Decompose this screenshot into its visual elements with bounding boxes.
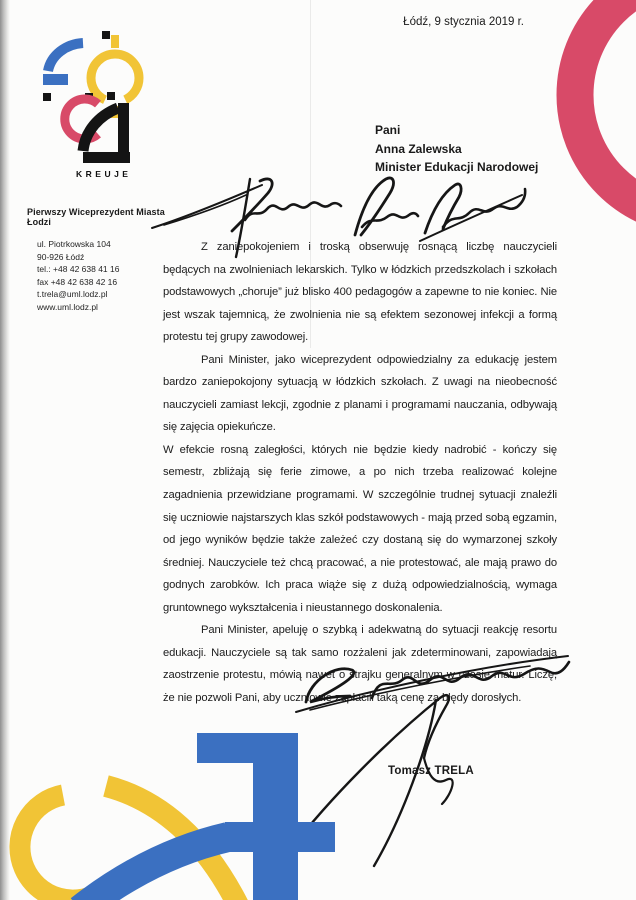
signature-name: Tomasz TRELA xyxy=(388,765,474,777)
address-website: www.uml.lodz.pl xyxy=(37,301,98,312)
paragraph: W efekcie rosną zaległości, których nie będzie kiedy nadrobić - kończy się semestr, zbliżają się ferie zimowe, a po nich trzeba realizować kolejne zagadnienia przewidziane programami. W szczególnie trudnej sytuacji znaleźli się uczniowie najstarszych klas szkół podstawowych - mają przed sobą egzamin, od jego wyników będzie także zależeć czy dostaną się do wymarzonej szkoły średniej. Nauczyciele też chcą pracować, a nie protestować, ale mają prawo do godnych zarobków. Ich praca wiąże się z dużą odpowiedzialnością, wymaga gruntownego wykształcenia i nieustannego doskonalenia. xyxy=(163,443,557,614)
recipient-salutation: Pani xyxy=(375,123,401,137)
paragraph: Pani Minister, apeluję o szybką i adekwatną do sytuacji reakcję resortu edukacji. Nauczyciele są tak samo rozżaleni jak zdeterminowani, zapowiadają zaostrzenie protestu, mówią nawet o strajku generalnym w czasie matur. Liczę, że nie pozwoli Pani, aby uczniowie zapłacili taką cenę za błędy dorosłych. xyxy=(163,624,557,704)
paragraph: Pani Minister, jako wiceprezydent odpowiedzialny za edukację jestem bardzo zaniepokojony sytuacją w łódzkich szkołach. Z uwagi na nieobecność nauczycieli zamiast lekcji, zgodnie z planami i programami nauczania, odbywają się zajęcia opiekuńcze. xyxy=(163,353,557,434)
logo-letter-l-blue xyxy=(43,43,83,85)
pink-ring-decoration xyxy=(540,0,636,250)
bottom-logo-decoration xyxy=(0,725,420,900)
logo-dot xyxy=(107,92,115,100)
recipient-name: Anna Zalewska xyxy=(375,141,462,156)
logo-letter-z-black xyxy=(83,103,130,163)
lodz-kreuje-logo xyxy=(30,30,150,188)
sender-title: Pierwszy Wiceprezydent Miasta Łodzi xyxy=(27,207,165,227)
sender-address-block xyxy=(37,238,119,314)
blue-letter-fragment xyxy=(80,733,335,900)
date-line: Łódź, 9 stycznia 2019 r. xyxy=(403,16,524,28)
logo-dot xyxy=(43,93,51,101)
logo-dot xyxy=(102,31,110,39)
logo-caption: KREUJE xyxy=(76,169,132,179)
address-fax: fax +48 42 638 42 16 xyxy=(37,276,118,287)
address-city: 90-926 Łódź xyxy=(37,251,85,262)
recipient-title: Minister Edukacji Narodowej xyxy=(375,160,539,174)
address-email: t.trela@uml.lodz.pl xyxy=(37,289,108,300)
address-phone: tel.: +48 42 638 41 16 xyxy=(37,264,120,275)
paragraph: Z zaniepokojeniem i troską obserwuję rosnącą liczbę nauczycieli będących na zwolnieniach lekarskich. Tylko w łódzkich przedszkolach i szkołach podstawowych „choruje” już blisko 400 pedagogów a zapewne to nie koniec. Nie jest wszak tajemnicą, że zwolnienia nie są efektem sezonowej infekcji a formą protestu tej grupy zawodowej. xyxy=(163,241,557,344)
address-street: ul. Piotrkowska 104 xyxy=(37,239,111,249)
